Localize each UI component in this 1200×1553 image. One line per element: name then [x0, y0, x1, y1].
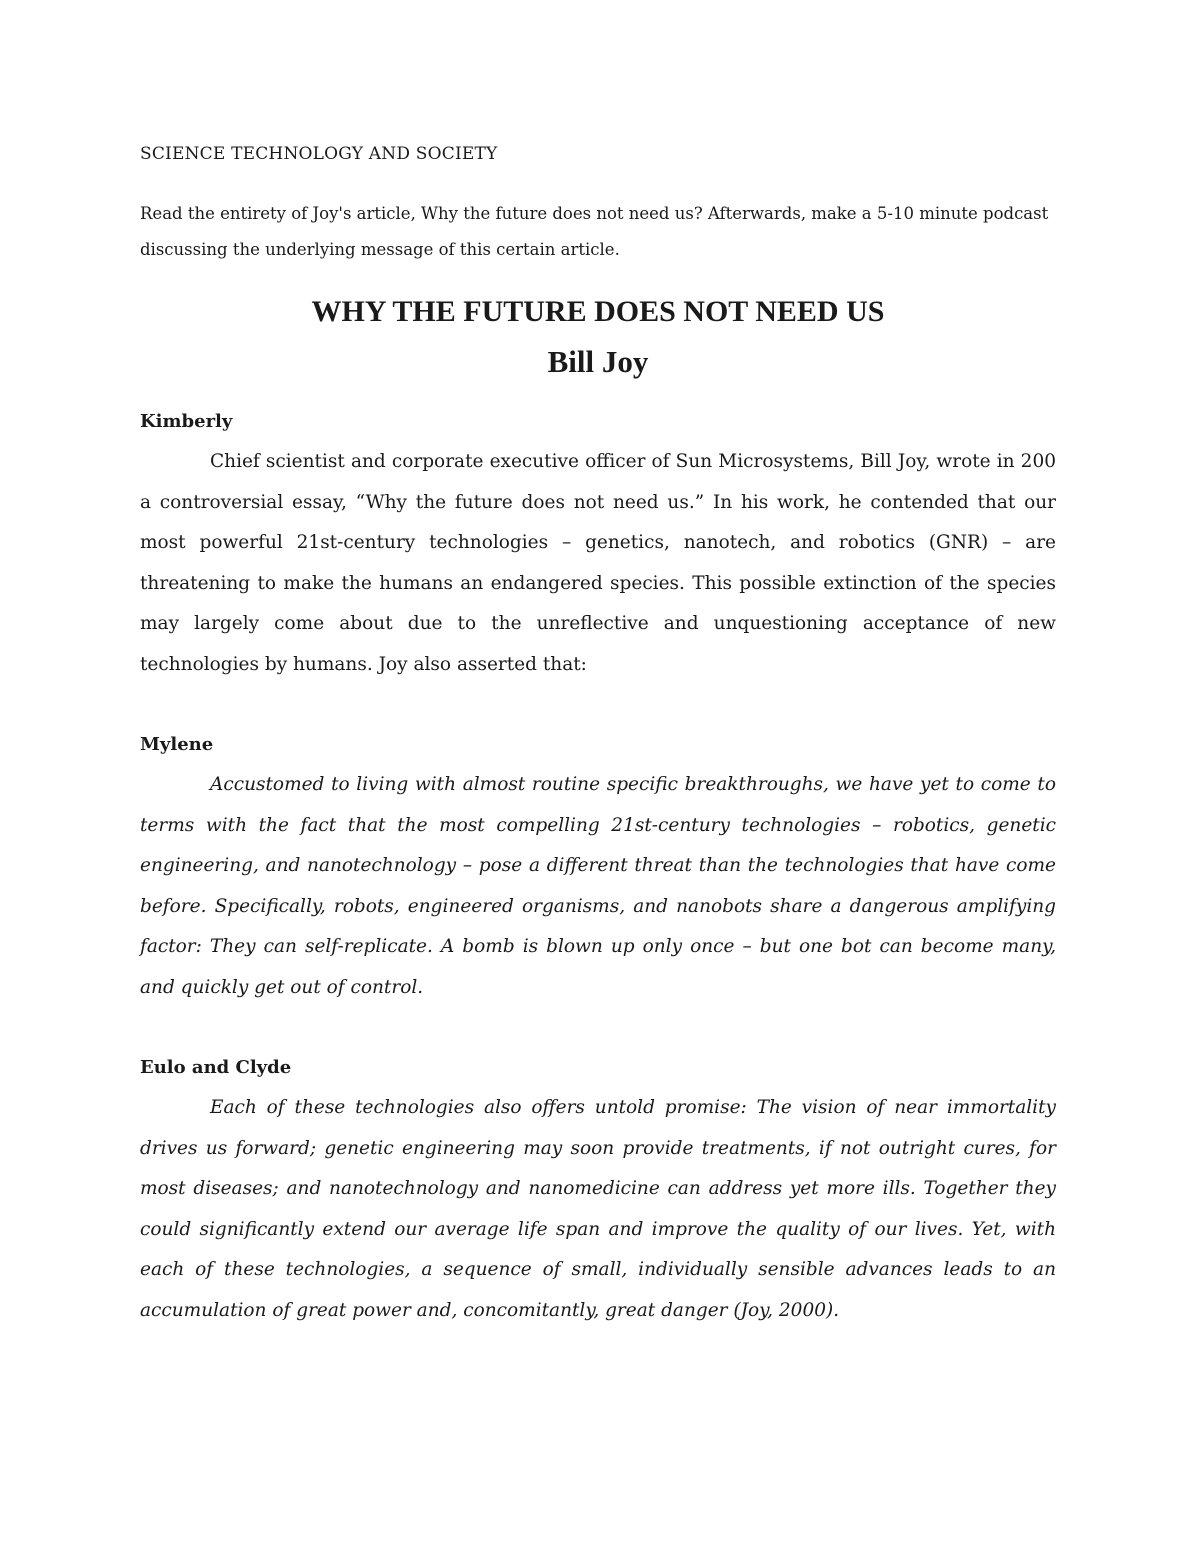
section-mylene: [140, 725, 1056, 1008]
course-title: SCIENCE TECHNOLOGY AND SOCIETY: [140, 144, 498, 164]
quote-paragraph: Each of these technologies also offers untold promise: The vision of near immortality drives us forward; genetic engineering may soon provide treatments, if not outright cures, for most diseases; and nanotechnology and nanomedicine can address yet more ills. Together they could significantly extend our average life span and improve the quality of our lives. Yet, with each of these technologies, a sequence of small, individually sensible advances leads to an accumulation of great power and, concomitantly, great danger (Joy, 2000).: [140, 1097, 1056, 1321]
section-paragraph: Chief scientist and corporate executive officer of Sun Microsystems, Bill Joy, wrote in 200 a controversial essay, “Why the future does not need us.” In his work, he contended that our most powerful 21st-century technologies – genetics, nanotech, and robotics (GNR) – are threatening to make the humans an endangered species. This possible extinction of the species may largely come about due to the unreflective and unquestioning acceptance of new technologies by humans. Joy also asserted that:: [140, 451, 1056, 675]
section-eulo-and-clyde: [140, 1048, 1056, 1331]
document-page: [140, 138, 1056, 1371]
speaker-name: Eulo and Clyde: [140, 1057, 292, 1078]
article-author: Bill Joy: [547, 344, 649, 379]
speaker-name: Kimberly: [140, 411, 233, 432]
quote-paragraph: Accustomed to living with almost routine specific breakthroughs, we have yet to come to terms with the fact that the most compelling 21st-century technologies – robotics, genetic engineering, and nanotechnology – pose a different threat than the technologies that have come before. Specifically, robots, engineered organisms, and nanobots share a dangerous amplifying factor: They can self-replicate. A bomb is blown up only once – but one bot can become many, and quickly get out of control.: [140, 774, 1056, 998]
section-kimberly: [140, 402, 1056, 685]
assignment-instructions: Read the entirety of Joy's article, Why the future does not need us? Afterwards, make a 5-10 minute podcast discussing the underlying message of this certain article.: [140, 204, 1049, 259]
speaker-name: Mylene: [140, 734, 214, 755]
article-title: WHY THE FUTURE DOES NOT NEED US: [311, 295, 885, 328]
